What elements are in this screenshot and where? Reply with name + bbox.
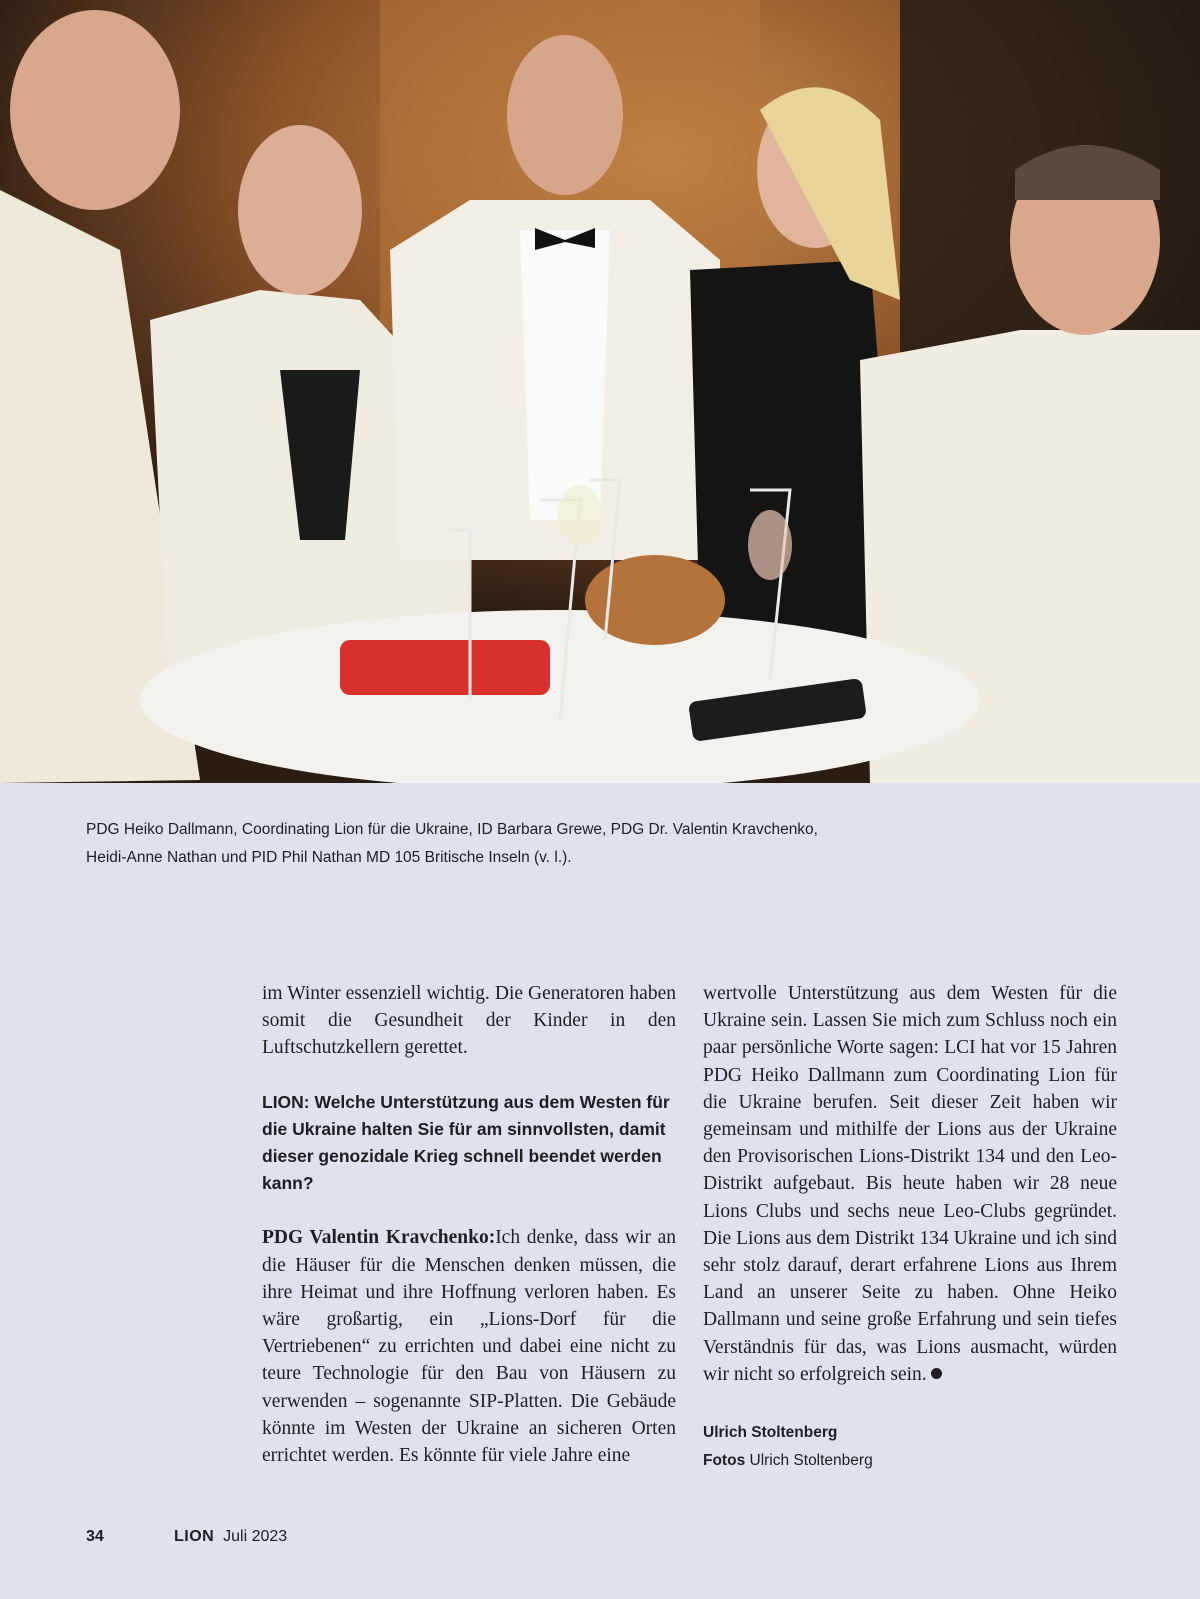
interview-question: LION: Welche Unterstützung aus dem Westen für die Ukraine halten Sie für am sinnvollsten, damit dieser genozidale Krieg schnell beendet werden kann?: [262, 1091, 670, 1194]
author-name: Ulrich Stoltenberg: [703, 1424, 838, 1441]
left-intro-paragraph: im Winter essenziell wichtig. Die Generatoren haben somit die Gesundheit der Kinder in den Luftschutzkellern gerettet.: [262, 983, 676, 1059]
issue-date: Juli 2023: [223, 1528, 288, 1545]
end-mark-icon: [931, 1368, 942, 1379]
article-column-left: [262, 980, 676, 1469]
article-column-right: [703, 980, 1117, 1388]
right-paragraph: [703, 980, 1117, 1388]
article-credits: [703, 1419, 873, 1475]
page-number: 34: [86, 1528, 104, 1545]
photos-label: Fotos: [703, 1452, 746, 1469]
group-photo-gala-dinner-icon: [0, 0, 1200, 783]
answer-speaker: PDG Valentin Kravchenko:: [262, 1227, 496, 1249]
answer-paragraph: [262, 1224, 676, 1469]
group-photo: [0, 0, 1200, 783]
answer-text: Ich denke, dass wir an die Häuser für die Menschen denken müssen, die ihre Heimat und ihre Hoffnung verloren haben. Es wäre großartig, ein „Lions-Dorf für die Vertriebenen“ zu errichten und dabei eine nicht zu teure Technologie für den Bau von Häusern zu verwenden – sogenannte SIP-Platten. Die Gebäude könnte im Westen der Ukraine an sicheren Orten errichtet werden. Es könnte für viele Jahre eine: [262, 1227, 676, 1467]
photo-caption: [86, 816, 986, 872]
caption-line-2: Heidi-Anne Nathan und PID Phil Nathan MD 105 Britische Inseln (v. l.).: [86, 849, 572, 866]
magazine-info: [174, 1528, 287, 1546]
photos-name: Ulrich Stoltenberg: [749, 1452, 873, 1469]
right-text: wertvolle Unterstützung aus dem Westen für die Ukraine sein. Lassen Sie mich zum Schluss noch ein paar persönliche Worte sagen: LCI hat vor 15 Jahren PDG Heiko Dallmann zum Coordinating Lion für die Ukraine berufen. Seit dieser Zeit haben wir gemeinsam und mithilfe der Lions aus der Ukraine den Provisorischen Lions-Distrikt 134 und den Leo-Distrikt aufgebaut. Bis heute haben wir 28 neue Lions Clubs und sechs neue Leo-Clubs gegründet. Die Lions aus dem Distrikt 134 Ukraine und ich sind sehr stolz darauf, derart erfahrene Lions aus Ihrem Land an unserer Seite zu haben. Ohne Heiko Dallmann und seine große Erfahrung und sein tiefes Verständnis für das, was Lions ausmacht, würden wir nicht so erfolgreich sein.: [703, 983, 1117, 1385]
caption-line-1: PDG Heiko Dallmann, Coordinating Lion für die Ukraine, ID Barbara Grewe, PDG Dr. Valentin Kravchenko,: [86, 821, 818, 838]
magazine-name: LION: [174, 1528, 215, 1545]
